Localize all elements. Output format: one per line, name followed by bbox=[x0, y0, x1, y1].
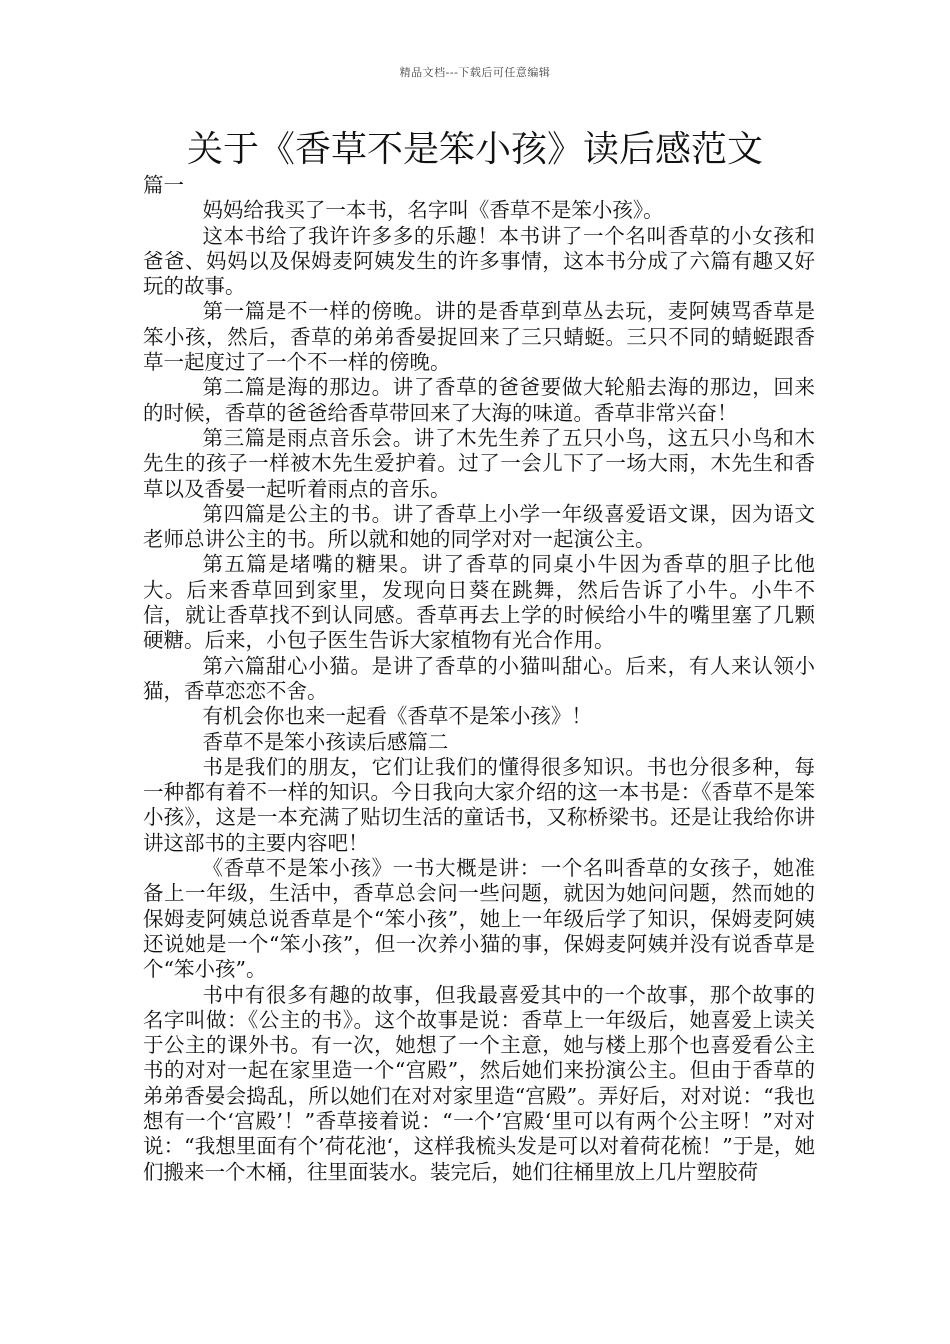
paragraph: 这本书给了我许许多多的乐趣！本书讲了一个名叫香草的小女孩和爸爸、妈妈以及保姆麦阿姨发生的许多事情，这本书分成了六篇有趣又好玩的故事。 bbox=[143, 223, 815, 299]
paragraph: 第五篇是堵嘴的糖果。讲了香草的同桌小牛因为香草的胆子比他大。后来香草回到家里，发现向日葵在跳舞，然后告诉了小牛。小牛不信，就让香草找不到认同感。香草再去上学的时候给小牛的嘴里塞了几颗硬糖。后来，小包子医生告诉大家植物有光合作用。 bbox=[143, 552, 815, 653]
paragraph: 《香草不是笨小孩》一书大概是讲：一个名叫香草的女孩子，她准备上一年级，生活中，香草总会问一些问题，就因为她问问题，然而她的保姆麦阿姨总说香草是个“笨小孩”，她上一年级后学了知识，保姆麦阿姨还说她是一个“笨小孩”，但一次养小猫的事，保姆麦阿姨并没有说香草是个“笨小孩”。 bbox=[143, 856, 815, 982]
paragraph: 妈妈给我买了一本书，名字叫《香草不是笨小孩》。 bbox=[202, 198, 664, 223]
paragraph: 第一篇是不一样的傍晚。讲的是香草到草丛去玩，麦阿姨骂香草是笨小孩，然后，香草的弟弟香晏捉回来了三只蜻蜓。三只不同的蜻蜓跟香草一起度过了一个不一样的傍晚。 bbox=[143, 299, 815, 375]
paragraph: 有机会你也来一起看《香草不是笨小孩》！ bbox=[202, 704, 592, 729]
document-body bbox=[143, 173, 815, 1185]
document-title: 关于《香草不是笨小孩》读后感范文 bbox=[186, 129, 763, 170]
paragraph: 第四篇是公主的书。讲了香草上小学一年级喜爱语文课，因为语文老师总讲公主的书。所以就和她的同学对对一起演公主。 bbox=[143, 501, 815, 552]
page-header: 精品文档---下载后可任意编辑 bbox=[399, 66, 551, 79]
section-subheading: 香草不是笨小孩读后感篇二 bbox=[202, 729, 449, 754]
paragraph: 书是我们的朋友，它们让我们的懂得很多知识。书也分很多种，每一种都有着不一样的知识。今日我向大家介绍的这一本书是：《香草不是笨小孩》，这是一本充满了贴切生活的童话书，又称桥梁书。还是让我给你讲讲这部书的主要内容吧！ bbox=[143, 754, 815, 855]
paragraph: 第三篇是雨点音乐会。讲了木先生养了五只小鸟，这五只小鸟和木先生的孩子一样被木先生爱护着。过了一会儿下了一场大雨，木先生和香草以及香晏一起听着雨点的音乐。 bbox=[143, 425, 815, 501]
paragraph: 书中有很多有趣的故事，但我最喜爱其中的一个故事，那个故事的名字叫做：《公主的书》。这个故事是说：香草上一年级后，她喜爱上读关于公主的课外书。有一次，她想了一个主意，她与楼上那个也喜爱看公主书的对对一起在家里造一个“宫殿”，然后她们来扮演公主。但由于香草的弟弟香晏会捣乱，所以她们在对对家里造“宫殿”。弄好后，对对说：“我也想有一个‘宫殿’！”香草接着说：“一个’宫殿‘里可以有两个公主呀！”对对说：“我想里面有个’荷花池‘，这样我梳头发是可以对着荷花梳！”于是，她们搬来一个木桶，往里面装水。装完后，她们往桶里放上几片塑胶荷 bbox=[143, 982, 815, 1184]
paragraph: 第六篇甜心小猫。是讲了香草的小猫叫甜心。后来，有人来认领小猫，香草恋恋不舍。 bbox=[143, 653, 815, 703]
section-heading: 篇一 bbox=[143, 173, 184, 197]
paragraph: 第二篇是海的那边。讲了香草的爸爸要做大轮船去海的那边，回来的时候，香草的爸爸给香草带回来了大海的味道。香草非常兴奋！ bbox=[143, 375, 815, 425]
